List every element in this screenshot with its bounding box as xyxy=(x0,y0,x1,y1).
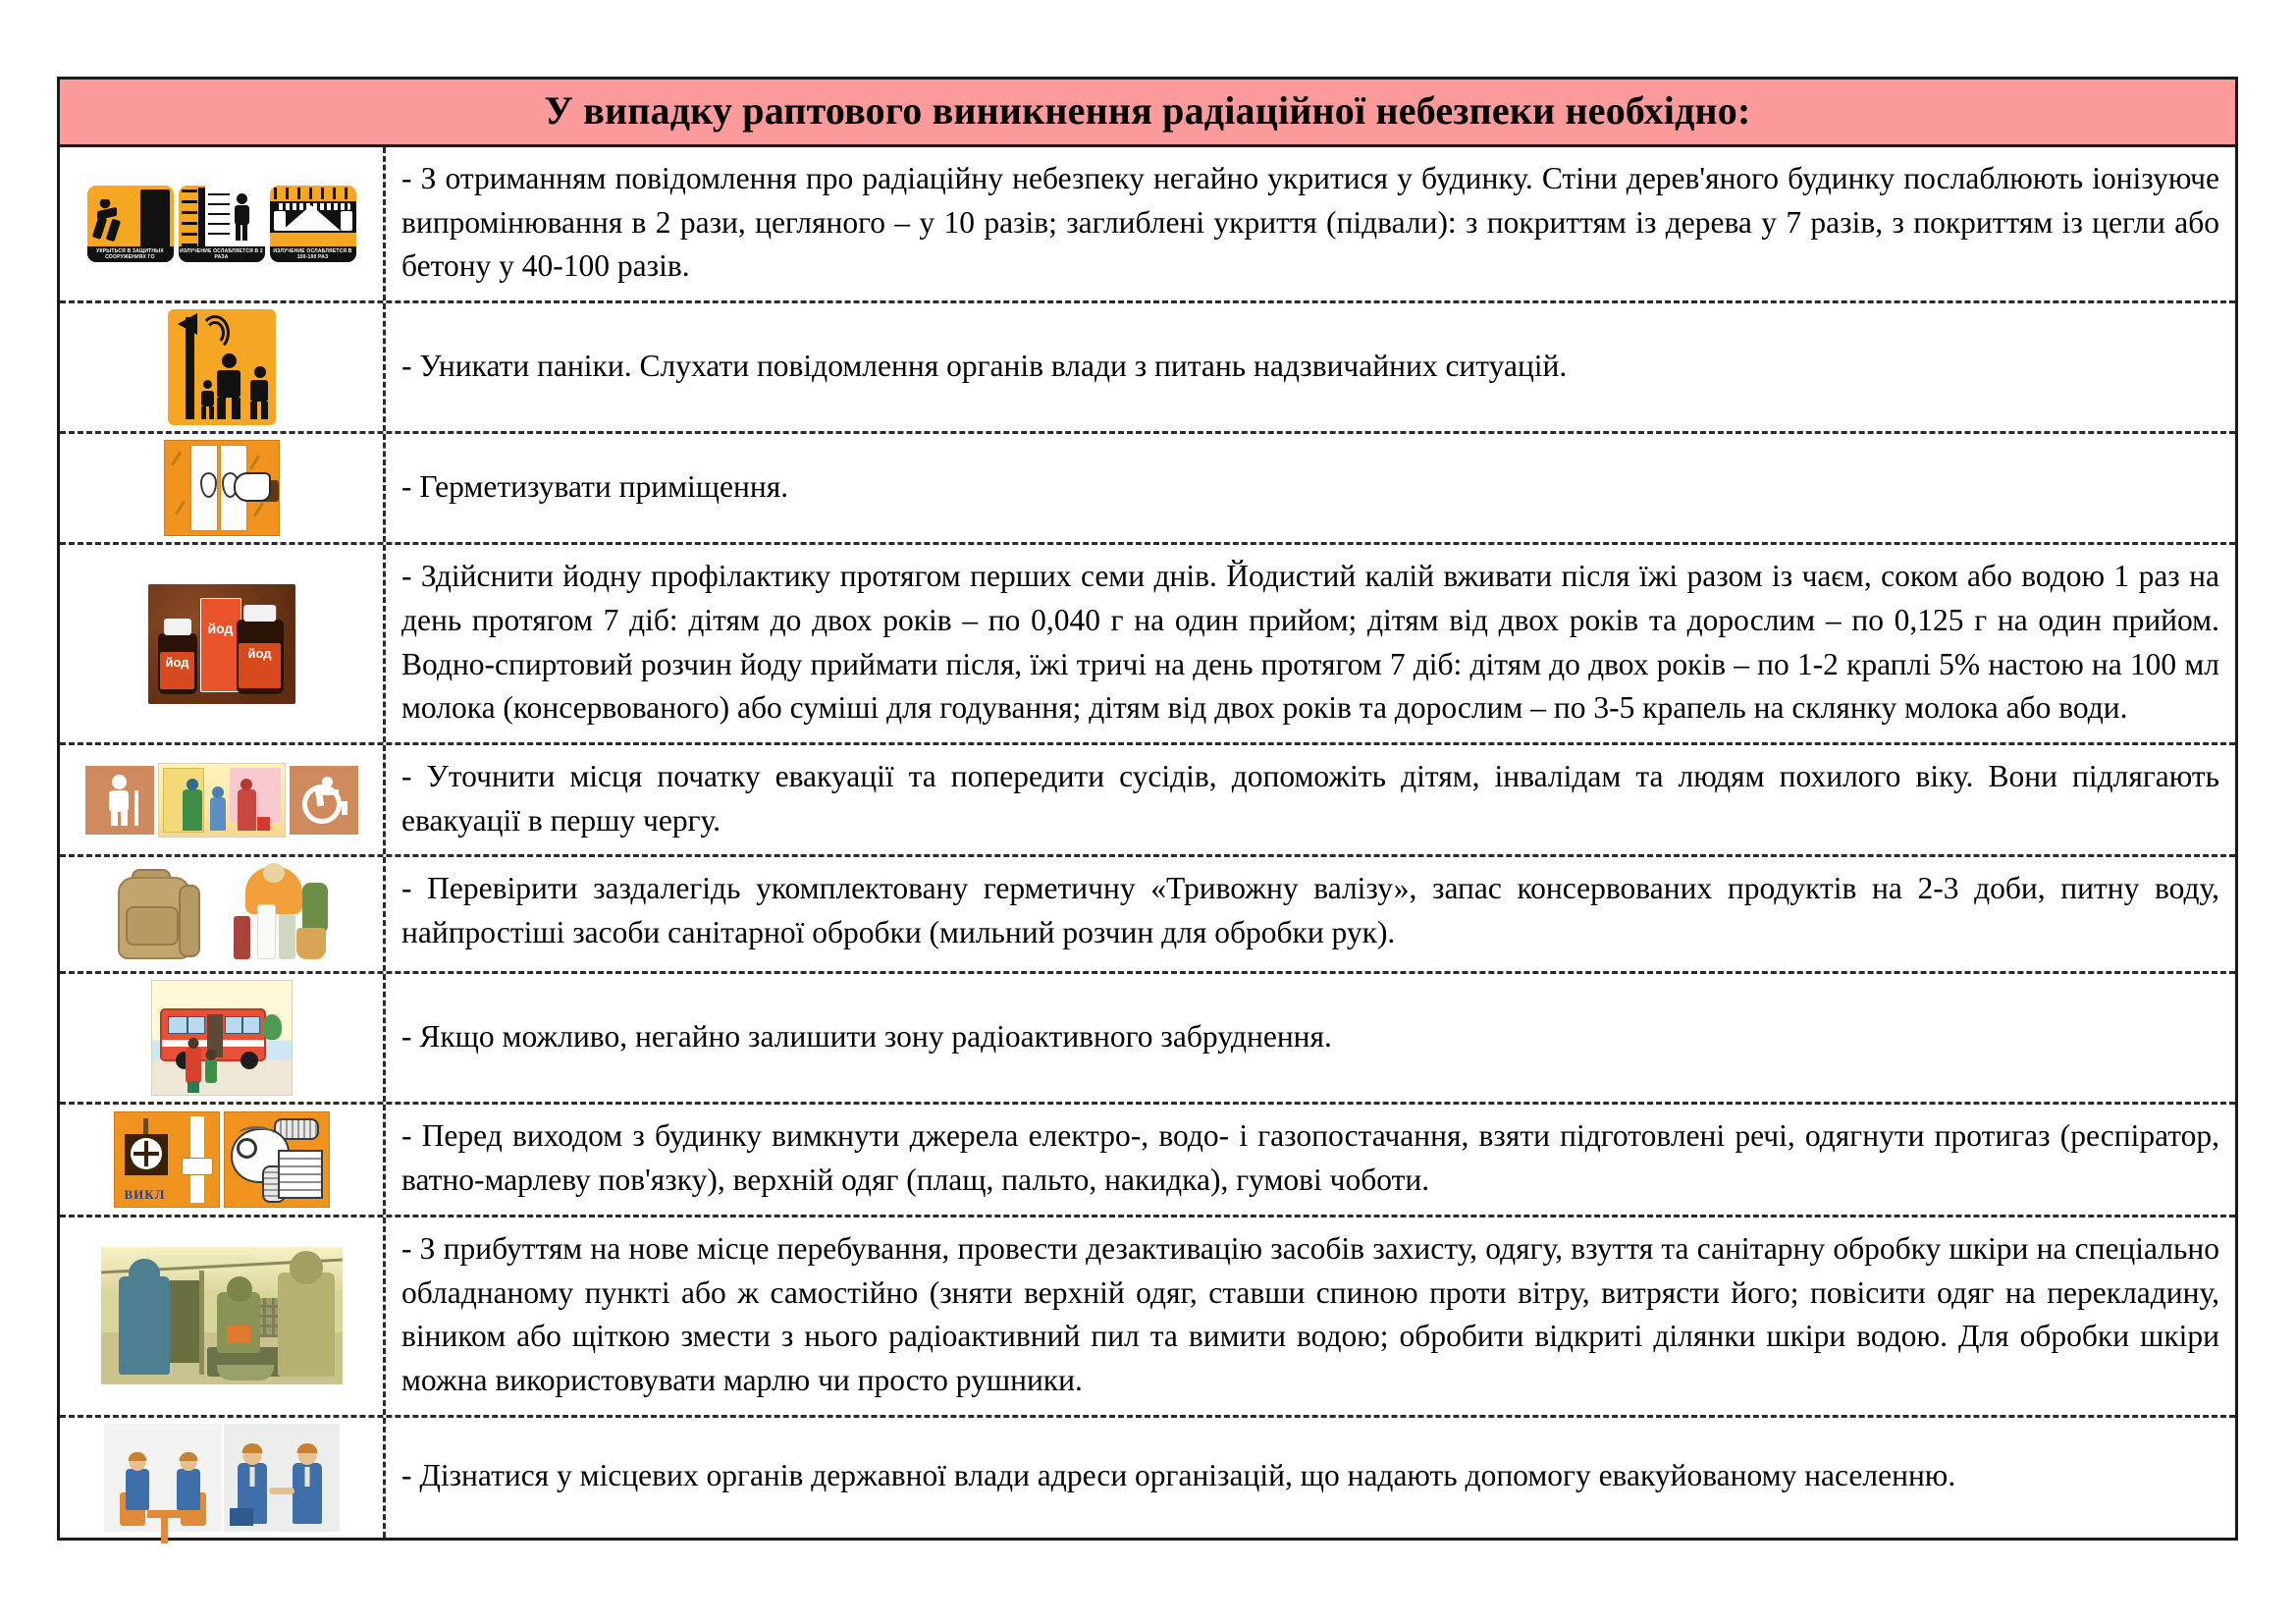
iodine-bottle-label-left: йод xyxy=(160,652,194,688)
row-text-cell xyxy=(386,434,2235,542)
table-row xyxy=(60,745,2235,857)
instruction-text: - Уникати паніки. Слухати повідомлення органів влади з питань надзвичайних ситуацій. xyxy=(401,348,1568,383)
row-text-cell xyxy=(386,974,2235,1102)
government-officials-meeting-illustration-icon xyxy=(104,1424,340,1532)
row-text-cell xyxy=(386,303,2235,431)
page-title: У випадку раптового виникнення радіаційної небезпеки необхідно: xyxy=(544,88,1751,133)
emergency-backpack-and-supplies-icon xyxy=(108,863,336,965)
table-row xyxy=(60,434,2235,545)
iodine-bottles-photo-icon xyxy=(148,584,295,704)
row-text-cell xyxy=(386,545,2235,742)
row-illustration-cell xyxy=(60,745,386,854)
evacuation-bus-illustration-icon xyxy=(151,980,293,1096)
iodine-bottle-label-right: йод xyxy=(239,643,280,688)
table-row xyxy=(60,1105,2235,1217)
elderly-person-icon xyxy=(85,766,154,835)
row-illustration-cell xyxy=(60,1418,386,1538)
backpack-icon xyxy=(108,863,214,965)
table-row xyxy=(60,545,2235,745)
row-illustration-cell xyxy=(60,434,386,542)
row-illustration-cell xyxy=(60,974,386,1102)
row-illustration-cell xyxy=(60,857,386,971)
basement-attenuation-picto: ИЗЛУЧЕНИЕ ОСЛАБЛЯЕТСЯ В 100-100 РАЗ xyxy=(270,186,356,262)
row-text-cell xyxy=(386,857,2235,971)
sealing-window-with-hand-pictogram-icon xyxy=(164,440,280,536)
food-supplies-icon xyxy=(218,863,336,965)
table-row xyxy=(60,303,2235,434)
row-illustration-cell xyxy=(60,1218,386,1415)
family-helping-child-scene xyxy=(158,763,286,838)
table-row xyxy=(60,1418,2235,1538)
instruction-text: - З отриманням повідомлення про радіаційну небезпеку негайно укритися у будинку. Стіни дерев'яного будинку послаблюють іонізуюче випромінювання в 2 рази, цегляного – у 10 разів; заглиблені укриття (підвали): з покриттям із дерева у 7 разів, з покриттям із цегли або бетону у 40-100 разів. xyxy=(401,161,2219,284)
row-illustration-cell xyxy=(60,1105,386,1214)
instructions-table xyxy=(57,77,2238,1541)
instruction-text: - Якщо можливо, негайно залишити зону радіоактивного забруднення. xyxy=(401,1019,1332,1055)
wheelchair-accessibility-icon xyxy=(290,766,358,835)
decontamination-station-illustration-icon xyxy=(101,1247,343,1384)
instruction-text: - Герметизувати приміщення. xyxy=(401,468,789,504)
row-text-cell xyxy=(386,1218,2235,1415)
instruction-text: - Перевірити заздалегідь укомплектовану герметичну «Тривожну валізу», запас консервованих продуктів на 2-3 доби, питну воду, найпростіші засоби санітарної обробки (мильний розчин для обробки рук). xyxy=(401,871,2219,950)
instruction-text: - Здійснити йодну профілактику протягом перших семи днів. Йодистий калій вживати після їжі разом із чаєм, соком або водою 1 раз на день протягом 7 діб: дітям до двох років – по 0,040 г на один прийом; дітям від двох років та дорослим – по 0,125 г на один прийом. Водно-спиртовий розчин йоду приймати після, їжі тричі на день протягом 7 діб: дітям до двох років – по 1-2 краплі 5% настою на 100 мл молока (консервованого) або суміші для годування; дітям від двох років та дорослим – по 3-5 крапель на склянку молока або води. xyxy=(401,559,2219,726)
row-text-cell xyxy=(386,147,2235,300)
row-text-cell xyxy=(386,745,2235,854)
table-header-band xyxy=(60,80,2235,147)
gas-mask-icon xyxy=(224,1111,330,1208)
wall-attenuation-picto: ИЗЛУЧЕНИЕ ОСЛАБЛЯЕТСЯ В 2 РАЗА xyxy=(179,186,265,262)
table-row xyxy=(60,1218,2235,1418)
row-text-cell xyxy=(386,1418,2235,1538)
instruction-text: - Уточнити місця початку евакуації та попередити сусідів, допоможіть дітям, інвалідам та людям похилого віку. Вони підлягають евакуації в першу чергу. xyxy=(401,759,2219,838)
row-illustration-cell xyxy=(60,147,386,300)
table-row xyxy=(60,974,2235,1105)
shelter-run-picto: УКРЫТЬСЯ В ЗАЩИТНЫХ СООРУЖЕНИЯХ ГО xyxy=(87,186,174,262)
instruction-text: - З прибуттям на нове місце перебування, провести дезактивацію засобів захисту, одягу, взуття та санітарну обробку шкіри на спеціально обладнаному пункті або ж самостійно (зняти верхній одяг, ставши спиною проти вітру, витрясти його; повісити одяг на перекладину, віником або щіткою змести з нього радіоактивний пил та вимити водою; обробити відкриті ділянки шкіри водою. Для обробки шкіри можна використовувати марлю чи просто рушники. xyxy=(401,1230,2219,1398)
row-illustration-cell xyxy=(60,545,386,742)
valve-off-label: ВИКЛ xyxy=(124,1187,166,1203)
table-row xyxy=(60,147,2235,303)
shelter-radiation-attenuation-pictograms-icon xyxy=(87,186,356,262)
table-row xyxy=(60,857,2235,974)
loudspeaker-announcement-family-pictogram-icon xyxy=(168,309,276,425)
instruction-text: - Перед виходом з будинку вимкнути джерела електро-, водо- і газопостачання, взяти підготовлені речі, одягнути протигаз (респіратор, ватно-марлеву пов'язку), верхній одяг (плащ, пальто, накидка), гумові чоботи. xyxy=(401,1118,2219,1198)
instruction-text: - Дізнатися у місцевих органів державної влади адреси організацій, що надають допомогу евакуйованому населенню. xyxy=(401,1458,1956,1493)
elderly-disabled-evacuation-icons-icon xyxy=(85,763,358,838)
row-text-cell xyxy=(386,1105,2235,1214)
row-illustration-cell xyxy=(60,303,386,431)
iodine-box-label: йод xyxy=(200,598,241,692)
gas-valve-and-gas-mask-pictograms-icon xyxy=(114,1111,330,1208)
shutoff-valve-icon xyxy=(114,1111,220,1208)
